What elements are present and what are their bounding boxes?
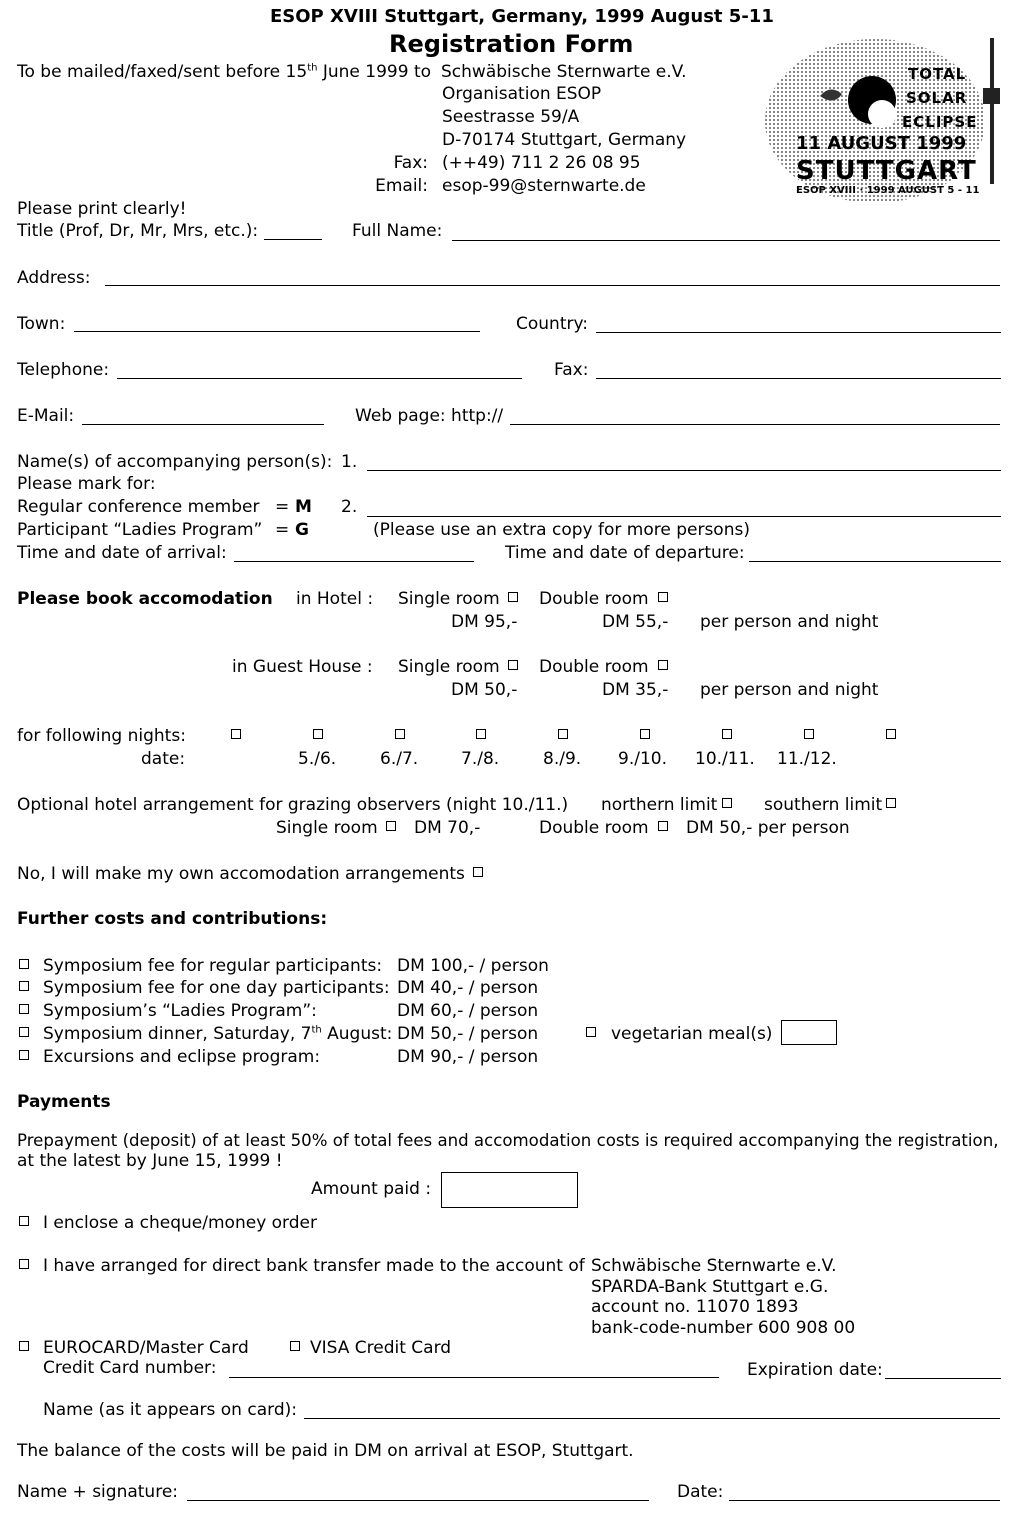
cost-label-regular: Symposium fee for regular participants:: [43, 956, 383, 976]
email-field[interactable]: [82, 424, 324, 425]
southern-limit-label: southern limit: [764, 795, 883, 815]
header-email-label: Email:: [375, 176, 428, 196]
bank-transfer-label: I have arranged for direct bank transfer made to the account of: [43, 1256, 585, 1276]
balance-note: The balance of the costs will be paid in DM on arrival at ESOP, Stuttgart.: [17, 1441, 634, 1461]
southern-limit-checkbox[interactable]: [886, 798, 896, 808]
signature-label: Name + signature:: [17, 1482, 179, 1502]
hotel-double-checkbox[interactable]: [658, 592, 668, 602]
departure-label: Time and date of departure:: [505, 543, 745, 563]
dinner-label-pre: Symposium dinner, Saturday, 7: [43, 1024, 312, 1044]
please-mark-label: Please mark for:: [17, 474, 156, 494]
logo-city: STUTTGART: [796, 156, 977, 186]
logo-date: 11 AUGUST 1999: [796, 133, 967, 154]
arrival-field[interactable]: [234, 561, 474, 562]
eurocard-checkbox[interactable]: [19, 1341, 29, 1351]
night-date: 7./8.: [461, 749, 500, 769]
cost-checkbox-one-day[interactable]: [19, 981, 29, 991]
night-date: 9./10.: [618, 749, 667, 769]
amount-paid-field[interactable]: [441, 1172, 578, 1208]
guest-single-price: DM 50,-: [451, 680, 518, 700]
eclipse-logo: [760, 26, 1000, 202]
date-signature-field[interactable]: [729, 1500, 1000, 1501]
night-checkbox[interactable]: [476, 729, 486, 739]
header-fax-value: (++49) 711 2 26 08 95: [442, 153, 641, 173]
night-checkbox[interactable]: [231, 729, 241, 739]
tv-tower-icon: [990, 38, 994, 184]
optional-single-label: Single room: [276, 818, 378, 838]
night-checkbox[interactable]: [313, 729, 323, 739]
night-date: 8./9.: [543, 749, 582, 769]
night-checkbox[interactable]: [722, 729, 732, 739]
guest-double-checkbox[interactable]: [658, 660, 668, 670]
guest-double-price: DM 35,-: [602, 680, 669, 700]
bank-line-1: Schwäbische Sternwarte e.V.: [591, 1256, 837, 1276]
night-checkbox[interactable]: [558, 729, 568, 739]
vegetarian-label: vegetarian meal(s): [611, 1024, 773, 1044]
address-line-1: Schwäbische Sternwarte e.V.: [441, 62, 687, 82]
hotel-single-price: DM 95,-: [451, 612, 518, 632]
departure-field[interactable]: [749, 561, 1001, 562]
cheque-checkbox[interactable]: [19, 1216, 29, 1226]
hotel-label: in Hotel :: [296, 589, 374, 609]
ladies-eq: =: [275, 520, 290, 540]
credit-card-number-field[interactable]: [229, 1377, 719, 1378]
logo-line-2: SOLAR: [906, 89, 968, 107]
web-field[interactable]: [510, 424, 1000, 425]
night-date: 5./6.: [298, 749, 337, 769]
email-label: E-Mail:: [17, 406, 75, 426]
mail-note: [17, 62, 431, 82]
country-label: Country:: [516, 314, 589, 334]
payments-heading: Payments: [17, 1092, 111, 1112]
guest-per-night: per person and night: [700, 680, 879, 700]
accompanying-1-number: 1.: [341, 452, 358, 472]
bank-line-4: bank-code-number 600 908 00: [591, 1318, 856, 1338]
optional-double-label: Double room: [539, 818, 649, 838]
visa-label: VISA Credit Card: [310, 1338, 452, 1358]
cost-price-regular: DM 100,- / person: [397, 956, 549, 976]
night-date: 11./12.: [777, 749, 837, 769]
address-line-3: Seestrasse 59/A: [442, 107, 580, 127]
night-checkbox[interactable]: [886, 729, 896, 739]
guest-double-label: Double room: [539, 657, 649, 677]
date-label: date:: [141, 749, 186, 769]
accompanying-2-field[interactable]: [367, 516, 1001, 517]
town-field[interactable]: [74, 331, 480, 332]
hotel-single-label: Single room: [398, 589, 500, 609]
arrival-label: Time and date of arrival:: [17, 543, 227, 563]
optional-single-checkbox[interactable]: [386, 821, 396, 831]
bank-line-3: account no. 11070 1893: [591, 1297, 799, 1317]
mail-note-post: June 1999 to: [317, 62, 432, 82]
night-checkbox[interactable]: [395, 729, 405, 739]
mail-note-pre: To be mailed/faxed/sent before 15: [17, 62, 308, 82]
expiration-field[interactable]: [885, 1378, 1001, 1379]
nights-label: for following nights:: [17, 726, 186, 746]
ladies-code: G: [295, 520, 309, 540]
night-checkbox[interactable]: [804, 729, 814, 739]
vegetarian-count-field[interactable]: [781, 1020, 837, 1045]
night-date: 10./11.: [695, 749, 755, 769]
fax-field[interactable]: [596, 378, 1001, 379]
credit-card-number-label: Credit Card number:: [43, 1358, 217, 1378]
cost-price-one-day: DM 40,- / person: [397, 978, 539, 998]
dinner-label-post: August:: [321, 1024, 393, 1044]
telephone-field[interactable]: [117, 378, 522, 379]
optional-arrangement-label: Optional hotel arrangement for grazing observers (night 10./11.): [17, 795, 569, 815]
full-name-label: Full Name:: [352, 221, 443, 241]
cost-price-excursions: DM 90,- / person: [397, 1047, 539, 1067]
header-email-value: esop-99@sternwarte.de: [442, 176, 646, 196]
northern-limit-checkbox[interactable]: [722, 798, 732, 808]
bank-line-2: SPARDA-Bank Stuttgart e.G.: [591, 1277, 829, 1297]
cost-label-one-day: Symposium fee for one day participants:: [43, 978, 390, 998]
cost-checkbox-regular[interactable]: [19, 959, 29, 969]
hotel-double-price: DM 55,-: [602, 612, 669, 632]
optional-double-price: DM 50,- per person: [686, 818, 850, 838]
hotel-single-checkbox[interactable]: [508, 592, 518, 602]
signature-field[interactable]: [187, 1500, 649, 1501]
amount-paid-label: Amount paid :: [311, 1179, 432, 1199]
guest-single-checkbox[interactable]: [508, 660, 518, 670]
mail-note-sup: th: [307, 62, 318, 74]
night-date: 6./7.: [380, 749, 419, 769]
northern-limit-label: northern limit: [601, 795, 718, 815]
event-title: ESOP XVIII Stuttgart, Germany, 1999 August 5-11: [270, 6, 774, 27]
country-field[interactable]: [596, 332, 1001, 333]
visa-checkbox[interactable]: [290, 1341, 300, 1351]
cheque-label: I enclose a cheque/money order: [43, 1213, 317, 1233]
logo-line-1: TOTAL: [908, 65, 967, 83]
accompanying-label: Name(s) of accompanying person(s):: [17, 452, 333, 472]
regular-member-label: Regular conference member: [17, 497, 260, 517]
address-line-4: D-70174 Stuttgart, Germany: [442, 130, 687, 150]
full-name-field[interactable]: [452, 240, 1000, 241]
cost-label-dinner: [43, 1024, 392, 1044]
address-label: Address:: [17, 268, 91, 288]
prepayment-text-2: at the latest by June 15, 1999 !: [17, 1151, 283, 1171]
name-on-card-label: Name (as it appears on card):: [43, 1400, 297, 1420]
costs-heading: Further costs and contributions:: [17, 909, 328, 929]
cost-price-ladies: DM 60,- / person: [397, 1001, 539, 1021]
cost-label-excursions: Excursions and eclipse program:: [43, 1047, 321, 1067]
own-arrangements-checkbox[interactable]: [473, 867, 483, 877]
eurocard-label: EUROCARD/Master Card: [43, 1338, 249, 1358]
dinner-label-sup: th: [311, 1024, 322, 1036]
cost-checkbox-ladies[interactable]: [19, 1004, 29, 1014]
cost-checkbox-dinner[interactable]: [19, 1027, 29, 1037]
optional-double-checkbox[interactable]: [658, 821, 668, 831]
fax-label: Fax:: [554, 360, 589, 380]
address-field[interactable]: [105, 285, 1000, 286]
logo-footer: ESOP XVIII · 1999 AUGUST 5 - 11: [796, 185, 980, 196]
logo-line-3: ECLIPSE: [902, 113, 978, 131]
hotel-double-label: Double room: [539, 589, 649, 609]
town-label: Town:: [17, 314, 66, 334]
accommodation-heading: Please book accomodation: [17, 589, 273, 609]
cost-label-ladies: Symposium’s “Ladies Program”:: [43, 1001, 317, 1021]
guest-single-label: Single room: [398, 657, 500, 677]
web-label: Web page: http://: [355, 406, 504, 426]
hotel-per-night: per person and night: [700, 612, 879, 632]
date-signature-label: Date:: [677, 1482, 724, 1502]
night-checkbox[interactable]: [640, 729, 650, 739]
name-on-card-field[interactable]: [304, 1418, 1000, 1419]
bank-transfer-checkbox[interactable]: [19, 1259, 29, 1269]
cost-price-dinner: DM 50,- / person: [397, 1024, 539, 1044]
accompanying-2-number: 2.: [341, 497, 358, 517]
extra-copy-note: (Please use an extra copy for more persons): [373, 520, 750, 540]
regular-code: M: [295, 497, 312, 517]
vegetarian-checkbox[interactable]: [586, 1027, 596, 1037]
header-fax-label: Fax:: [393, 153, 428, 173]
telephone-label: Telephone:: [17, 360, 110, 380]
address-line-2: Organisation ESOP: [442, 84, 602, 104]
ladies-program-label: Participant “Ladies Program”: [17, 520, 263, 540]
form-title: Registration Form: [389, 30, 634, 58]
title-label: Title (Prof, Dr, Mr, Mrs, etc.):: [17, 221, 259, 241]
accompanying-1-field[interactable]: [367, 470, 1001, 471]
optional-single-price: DM 70,-: [414, 818, 481, 838]
prepayment-text-1: Prepayment (deposit) of at least 50% of total fees and accomodation costs is required accompanying the registration,: [17, 1131, 999, 1150]
expiration-label: Expiration date:: [747, 1360, 883, 1380]
title-field[interactable]: [264, 239, 322, 240]
own-arrangements-label: No, I will make my own accomodation arrangements: [17, 864, 465, 884]
print-clearly-note: Please print clearly!: [17, 199, 187, 219]
regular-eq: =: [275, 497, 290, 517]
guest-house-label: in Guest House :: [232, 657, 373, 677]
cost-checkbox-excursions[interactable]: [19, 1050, 29, 1060]
